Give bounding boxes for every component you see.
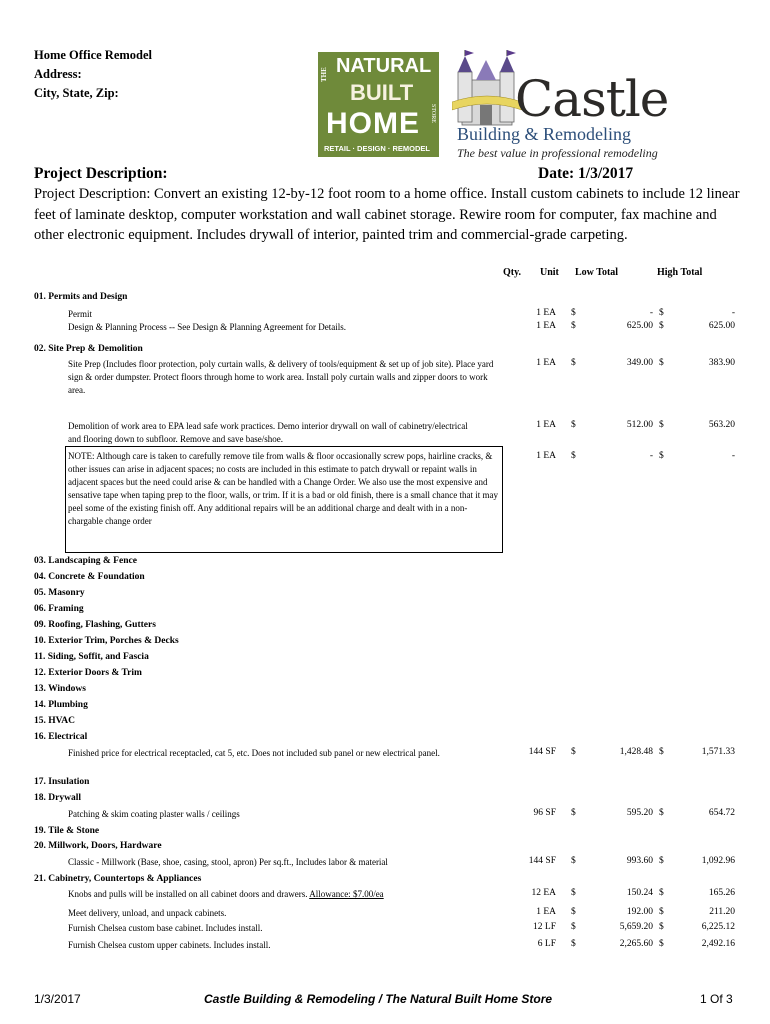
currency-symbol: $: [659, 358, 664, 368]
logo-store: STORE: [430, 104, 436, 123]
line-item-qty: 144 SF: [528, 747, 556, 757]
currency-symbol: $: [659, 922, 664, 932]
section-heading: 11. Siding, Soffit, and Fascia: [34, 652, 149, 662]
section-heading: 20. Millwork, Doors, Hardware: [34, 841, 162, 851]
section-heading: 06. Framing: [34, 604, 84, 614]
line-item-low: 1,428.48: [619, 747, 653, 757]
line-item-low: 595.20: [626, 808, 653, 818]
line-item-qty: 96 SF: [533, 808, 556, 818]
city-label: City, State, Zip:: [34, 86, 119, 100]
line-item-qty: 144 SF: [528, 856, 556, 866]
line-item-high: -: [731, 308, 735, 318]
logo-home: HOME: [326, 107, 420, 140]
project-description-text: Project Description: Convert an existing 12-by-12 foot room to a home office. Install custom cabinets to include 12 linear feet of laminate desktop, computer workstation and wall cabinet storage. Rewire room for computer, fax machine and other electronic equipment. Includes drywall of interior, painted trim and commercial-grade carpeting.: [34, 186, 740, 243]
line-item-low: -: [649, 451, 653, 461]
section-heading: 04. Concrete & Foundation: [34, 572, 145, 582]
currency-symbol: $: [659, 321, 664, 331]
line-item-high: 165.26: [708, 888, 735, 898]
section-heading: 13. Windows: [34, 684, 86, 694]
col-low-header: Low Total: [575, 267, 619, 278]
line-item-desc: Finished price for electrical receptacled, cat 5, etc. Does not included sub panel or new electrical panel.: [68, 748, 440, 758]
line-item-qty: 1 EA: [536, 907, 556, 917]
section-heading: 12. Exterior Doors & Trim: [34, 668, 142, 678]
section-heading: 19. Tile & Stone: [34, 826, 100, 836]
section-heading: 05. Masonry: [34, 588, 85, 598]
currency-symbol: $: [571, 907, 576, 917]
col-high-header: High Total: [657, 267, 703, 278]
footer-date: 1/3/2017: [34, 992, 81, 1006]
currency-symbol: $: [571, 451, 576, 461]
currency-symbol: $: [659, 747, 664, 757]
natural-built-home-logo: [318, 52, 439, 157]
footer-company: Castle Building & Remodeling / The Natural Built Home Store: [204, 992, 553, 1006]
line-item-desc: Design & Planning Process -- See Design & Planning Agreement for Details.: [68, 322, 346, 332]
section-heading: 03. Landscaping & Fence: [34, 556, 137, 566]
section-heading: 14. Plumbing: [34, 700, 88, 710]
col-unit-header: Unit: [540, 267, 559, 278]
castle-logo-word: Castle: [515, 70, 669, 128]
section-heading: 21. Cabinetry, Countertops & Appliances: [34, 874, 202, 884]
currency-symbol: $: [571, 808, 576, 818]
currency-symbol: $: [659, 907, 664, 917]
section-heading: 01. Permits and Design: [34, 292, 128, 302]
line-item-high: 2,492.16: [701, 939, 735, 949]
line-item-qty: 1 EA: [536, 321, 556, 331]
header-block: [34, 46, 152, 103]
line-item-qty: 6 LF: [537, 939, 556, 949]
currency-symbol: $: [571, 939, 576, 949]
line-item-high: 625.00: [708, 321, 735, 331]
allowance-text: Allowance: $7.00/ea: [309, 889, 384, 899]
currency-symbol: $: [571, 308, 576, 318]
line-item-qty: 1 EA: [536, 308, 556, 318]
currency-symbol: $: [659, 856, 664, 866]
note-text: NOTE: Although care is taken to carefully remove tile from walls & floor occasionally screw pops, hairline cracks, & other issues can arise in adjacent spaces; no costs are included in this estimate to patch drywall or repaint walls in adjacent spaces but the need could arise & can be handled with a Change Order. We also use the most expensive and sensative tape when taping prep to the floor, walls, or trim. If it is a bad or old finish, there is a small chance that it may peel some of the existing finish off. Any additional repairs will be an additional charge and dealt with in a non-chargable change order: [68, 451, 499, 526]
line-item-low: 5,659.20: [619, 922, 653, 932]
logo-the: THE: [320, 67, 328, 82]
line-item-qty: 1 EA: [536, 358, 556, 368]
currency-symbol: $: [571, 358, 576, 368]
currency-symbol: $: [571, 420, 576, 430]
currency-symbol: $: [659, 939, 664, 949]
line-item-low: 192.00: [626, 907, 653, 917]
line-item-qty: 1 EA: [536, 451, 556, 461]
line-item-high: -: [731, 451, 735, 461]
currency-symbol: $: [659, 308, 664, 318]
section-heading: 10. Exterior Trim, Porches & Decks: [34, 636, 179, 646]
logo-tagline: RETAIL · DESIGN · REMODEL: [324, 144, 430, 153]
line-item-desc: Furnish Chelsea custom base cabinet. Includes install.: [68, 923, 263, 933]
line-item-desc: Permit: [68, 309, 92, 319]
line-item-high: 654.72: [708, 808, 735, 818]
section-heading: 15. HVAC: [34, 716, 75, 726]
currency-symbol: $: [571, 747, 576, 757]
currency-symbol: $: [659, 420, 664, 430]
section-heading: 02. Site Prep & Demolition: [34, 344, 143, 354]
line-item-high: 211.20: [709, 907, 735, 917]
line-item-desc: Patching & skim coating plaster walls / ceilings: [68, 809, 240, 819]
section-heading: 17. Insulation: [34, 777, 90, 787]
currency-symbol: $: [571, 922, 576, 932]
currency-symbol: $: [659, 451, 664, 461]
line-item-low: 512.00: [626, 420, 653, 430]
line-item-low: -: [649, 308, 653, 318]
project-date: Date: 1/3/2017: [538, 165, 634, 182]
knobs-desc: Knobs and pulls will be installed on all cabinet doors and drawers.: [68, 889, 310, 899]
line-item-desc: Demolition of work area to EPA lead safe work practices. Demo interior drywall on wall of cabinetry/electrical and flooring down to subfloor. Remove and save base/shoe.: [68, 421, 468, 444]
address-label: Address:: [34, 67, 82, 81]
line-item-low: 150.24: [626, 888, 653, 898]
line-item-desc: Site Prep (Includes floor protection, poly curtain walls, & delivery of tools/equipment & set up of job site). Place yard sign & order dumpster. Protect floors through home to work area. Install poly curtain walls and zipper doors to work area.: [68, 359, 494, 395]
section-heading: 09. Roofing, Flashing, Gutters: [34, 620, 156, 630]
line-item-desc: Furnish Chelsea custom upper cabinets. Includes install.: [68, 940, 271, 950]
currency-symbol: $: [659, 888, 664, 898]
line-item-high: 6,225.12: [701, 922, 735, 932]
line-item-desc: Meet delivery, unload, and unpack cabinets.: [68, 908, 227, 918]
line-item-desc: [68, 888, 384, 901]
line-item-qty: 1 EA: [536, 420, 556, 430]
currency-symbol: $: [571, 888, 576, 898]
line-item-high: 1,571.33: [701, 747, 735, 757]
line-item-desc: Classic - Millwork (Base, shoe, casing, stool, apron) Per sq.ft., Includes labor & material: [68, 857, 388, 867]
castle-emblem-icon: [452, 50, 522, 130]
footer-page-number: 1 Of 3: [700, 992, 733, 1006]
currency-symbol: $: [571, 321, 576, 331]
line-item-high: 1,092.96: [701, 856, 735, 866]
document-title: Home Office Remodel: [34, 48, 153, 62]
line-item-low: 2,265.60: [619, 939, 653, 949]
currency-symbol: $: [571, 856, 576, 866]
line-item-low: 625.00: [626, 321, 653, 331]
section-heading: 18. Drywall: [34, 793, 81, 803]
castle-logo-tagline: The best value in professional remodeling: [457, 146, 658, 160]
line-item-low: 349.00: [626, 358, 653, 368]
line-item-qty: 12 LF: [533, 922, 556, 932]
section-heading: 16. Electrical: [34, 732, 88, 742]
line-item-high: 563.20: [708, 420, 735, 430]
col-qty-header: Qty.: [503, 267, 522, 278]
castle-logo-subtitle: Building & Remodeling: [457, 124, 631, 144]
line-item-high: 383.90: [708, 358, 735, 368]
currency-symbol: $: [659, 808, 664, 818]
logo-built: BUILT: [350, 80, 414, 105]
line-item-low: 993.60: [626, 856, 653, 866]
project-description-label: Project Description:: [34, 165, 168, 182]
line-item-qty: 12 EA: [531, 888, 556, 898]
logo-natural: NATURAL: [336, 55, 432, 77]
